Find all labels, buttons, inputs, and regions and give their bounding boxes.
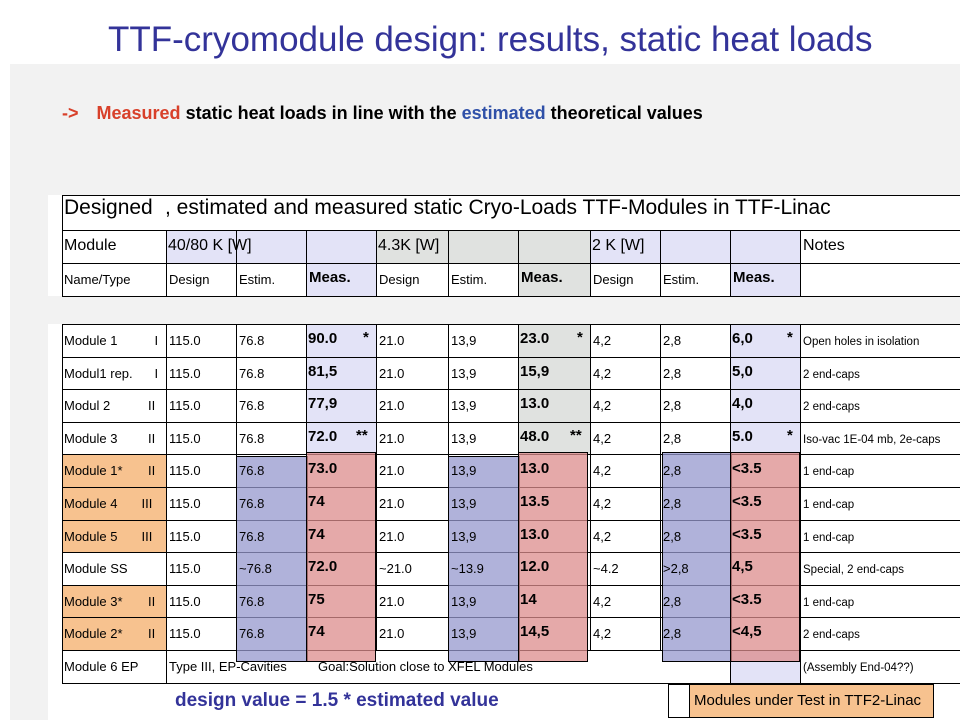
col-design-6: Design <box>593 272 634 287</box>
cell-estim-2k: 2,8 <box>663 496 682 511</box>
cell-design-2k: 4,2 <box>593 626 612 642</box>
cell-estim-40k: ~76.8 <box>239 561 272 577</box>
grid-line <box>236 357 237 390</box>
cell-design-4k: 21.0 <box>379 528 405 544</box>
grid-line <box>518 422 519 455</box>
cell-estim-40k: 76.8 <box>239 463 265 479</box>
grid-line <box>730 389 731 422</box>
grid-line <box>62 357 960 358</box>
grid-line <box>660 585 661 618</box>
grid-line <box>376 487 377 520</box>
cell-meas-2k: <3.5 <box>732 525 762 543</box>
cell-estim-2k: >2,8 <box>663 561 689 577</box>
cell-meas-40k: 81,5 <box>308 362 338 380</box>
heat-load-table <box>48 148 960 720</box>
cell-meas-2k: 6,0 <box>732 330 753 347</box>
row-module-name: Module 3* <box>64 593 123 609</box>
col-group-4-3k: 4.3K [W] <box>378 237 440 254</box>
cell-design-4k: 21.0 <box>379 333 405 348</box>
page-title: TTF-cryomodule design: results, static heat loads <box>108 20 873 59</box>
row-6-type-text: Type III, EP-Cavities <box>169 659 287 674</box>
cell-estim-4k: 13,9 <box>451 398 477 414</box>
cell-design-40k: 115.0 <box>169 333 201 348</box>
cell-estim-4k: 13,9 <box>451 463 477 479</box>
grid-line <box>800 324 801 357</box>
grid-line <box>448 324 449 357</box>
cell-design-2k: 4,2 <box>593 398 612 414</box>
cell-meas-4k: 48.0 <box>520 427 550 445</box>
grid-line <box>518 389 519 422</box>
cell-meas-4k: 14 <box>520 590 537 608</box>
cell-meas-2k: <4,5 <box>732 623 762 641</box>
grid-line <box>306 389 307 422</box>
subtitle <box>62 103 703 124</box>
row-module-name: Module 5 <box>64 528 118 544</box>
cell-meas-40k: 75 <box>308 590 325 608</box>
row-module-6-ep: Module 6 EP <box>64 659 139 674</box>
grid-line <box>660 422 661 455</box>
cell-meas-2k: 4,5 <box>732 558 753 576</box>
grid-line <box>660 617 661 650</box>
grid-line <box>800 487 801 520</box>
cell-meas-2k: <3.5 <box>732 460 762 478</box>
cell-design-40k: 115.0 <box>169 365 201 381</box>
grid-line <box>166 357 167 390</box>
col-meas-2: Meas. <box>309 269 351 286</box>
cell-design-40k: 115.0 <box>169 561 201 577</box>
row-module-type: III <box>141 496 153 511</box>
cell-estim-2k: 2,8 <box>663 593 682 609</box>
grid-line <box>590 389 591 422</box>
cell-meas-2k: 5.0 <box>732 427 753 445</box>
grid-line <box>448 389 449 422</box>
grid-line <box>166 552 167 585</box>
cell-meas-4k: 12.0 <box>520 558 550 576</box>
cell-design-4k: 21.0 <box>379 626 405 642</box>
cell-estim-40k: 76.8 <box>239 528 265 544</box>
cell-notes: Open holes in isolation <box>803 336 920 348</box>
grid-line <box>800 617 801 650</box>
cell-estim-2k: 2,8 <box>663 398 682 414</box>
row-module-name: Module 3 <box>64 430 118 446</box>
cell-design-2k: 4,2 <box>593 593 612 609</box>
grid-line <box>166 389 167 422</box>
grid-line <box>376 324 377 357</box>
cell-design-4k: 21.0 <box>379 430 405 446</box>
grid-line <box>800 422 801 455</box>
cell-design-4k: 21.0 <box>379 365 405 381</box>
cell-design-40k: 115.0 <box>169 626 201 642</box>
grid-line <box>730 357 731 390</box>
cell-estim-40k: 76.8 <box>239 398 265 414</box>
grid-line <box>518 230 519 296</box>
grid-line <box>62 389 960 390</box>
grid-line <box>590 487 591 520</box>
col-group-40-80k: 40/80 K [W] <box>168 237 252 254</box>
cell-design-40k: 115.0 <box>169 430 201 446</box>
grid-line <box>800 585 801 618</box>
grid-line <box>660 520 661 553</box>
cell-estim-2k: 2,8 <box>663 463 682 479</box>
grid-line <box>800 230 801 296</box>
cell-notes: 2 end-caps <box>803 401 860 414</box>
cell-notes: 1 end-cap <box>803 596 855 609</box>
cell-design-40k: 115.0 <box>169 463 201 479</box>
cell-estim-4k: 13,9 <box>451 430 477 446</box>
cell-estim-40k: 76.8 <box>239 333 265 348</box>
grid-line <box>306 324 307 357</box>
grid-line <box>660 389 661 422</box>
grid-line <box>730 422 731 455</box>
grid-line <box>730 324 731 357</box>
cell-design-4k: 21.0 <box>379 398 405 414</box>
cell-estim-2k: 2,8 <box>663 333 682 348</box>
grid-line <box>376 357 377 390</box>
cell-fill <box>48 296 960 324</box>
cell-meas-40k: 77,9 <box>308 395 338 413</box>
grid-line <box>448 422 449 455</box>
subtitle-measured: Measured <box>96 103 181 123</box>
row-module-name: Module 2* <box>64 626 123 642</box>
grid-line <box>800 552 801 585</box>
grid-line <box>800 650 801 683</box>
grid-line <box>166 422 167 455</box>
col-meas-5: Meas. <box>521 269 563 286</box>
grid-line <box>590 230 591 296</box>
cell-notes: 2 end-caps <box>803 368 860 381</box>
cell-design-40k: 115.0 <box>169 528 201 544</box>
grid-line <box>590 617 591 650</box>
grid-line <box>62 195 63 296</box>
row-module-name: Modul1 rep. <box>64 365 133 381</box>
cell-design-4k: 21.0 <box>379 593 405 609</box>
cell-estim-4k: 13,9 <box>451 333 477 348</box>
grid-line <box>166 650 167 683</box>
cell-notes: 1 end-cap <box>803 499 855 511</box>
cell-estim-2k: 2,8 <box>663 626 682 642</box>
cell-estim-40k: 76.8 <box>239 496 265 511</box>
grid-line <box>800 357 801 390</box>
grid-line <box>448 230 449 296</box>
grid-line <box>306 357 307 390</box>
cell-meas-40k-star: * <box>363 329 369 346</box>
cell-design-4k: 21.0 <box>379 463 405 479</box>
cell-design-4k: ~21.0 <box>379 561 412 577</box>
grid-line <box>62 296 960 297</box>
grid-line <box>800 389 801 422</box>
row-module-name: Module 4 <box>64 496 118 511</box>
cell-estim-4k: 13,9 <box>451 496 477 511</box>
subtitle-end: theoretical values <box>545 103 703 123</box>
cell-meas-4k: 13.0 <box>520 525 550 543</box>
cell-design-2k: 4,2 <box>593 496 612 511</box>
row-module-name: Module 1* <box>64 463 123 479</box>
row-module-name: Modul 2 <box>64 398 111 414</box>
cell-estim-4k: 13,9 <box>451 593 477 609</box>
cell-meas-4k-star: * <box>577 329 583 346</box>
grid-line <box>376 230 377 296</box>
col-estim-4: Estim. <box>451 272 488 287</box>
design-value-note: design value = 1.5 * estimated value <box>163 684 661 718</box>
cell-meas-4k: 23.0 <box>520 330 550 347</box>
grid-line <box>590 422 591 455</box>
row-6-note: (Assembly End-04??) <box>803 662 914 674</box>
cell-estim-40k: 76.8 <box>239 365 265 381</box>
modules-under-test-text: Modules under Test in TTF2-Linac <box>694 692 922 709</box>
grid-line <box>62 263 960 264</box>
grid-line <box>376 422 377 455</box>
modules-under-test-label <box>668 684 934 718</box>
grid-line <box>166 487 167 520</box>
cell-notes: 1 end-cap <box>803 466 855 479</box>
cell-meas-2k-star: * <box>787 426 793 444</box>
grid-line <box>660 552 661 585</box>
row-module-name: Module SS <box>64 561 128 577</box>
grid-line <box>376 585 377 618</box>
cell-meas-40k-star: ** <box>356 426 368 444</box>
cell-design-2k: ~4.2 <box>593 561 619 577</box>
table-heading-rest: , estimated and measured static Cryo-Loads TTF-Modules in TTF-Linac <box>165 196 831 219</box>
cell-meas-2k: <3.5 <box>732 493 762 510</box>
col-estim-7: Estim. <box>663 272 700 287</box>
grid-line <box>376 617 377 650</box>
grid-line <box>236 422 237 455</box>
table-heading-designed: Designed <box>64 196 153 219</box>
grid-line <box>166 454 167 487</box>
row-module-type: II <box>148 463 156 479</box>
grid-line <box>800 520 801 553</box>
cell-meas-40k: 72.0 <box>308 427 338 445</box>
grid-line <box>166 520 167 553</box>
cell-meas-4k: 13.0 <box>520 395 550 413</box>
grid-line <box>166 230 167 296</box>
col-group-2k: 2 K [W] <box>592 237 645 254</box>
grid-line <box>660 357 661 390</box>
cell-fill <box>48 148 960 195</box>
row-module-type: II <box>148 398 156 414</box>
cell-design-2k: 4,2 <box>593 463 612 479</box>
cell-meas-4k: 14,5 <box>520 623 550 641</box>
col-estim-1: Estim. <box>239 272 276 287</box>
row-module-type: II <box>148 626 156 642</box>
col-group-notes: Notes <box>803 237 845 254</box>
grid-line <box>730 230 731 296</box>
cell-design-4k: 21.0 <box>379 496 405 511</box>
grid-line <box>590 454 591 487</box>
grid-line <box>376 552 377 585</box>
cell-notes: 2 end-caps <box>803 629 860 642</box>
grid-line <box>590 520 591 553</box>
grid-line <box>236 389 237 422</box>
grid-line <box>166 585 167 618</box>
grid-line <box>660 454 661 487</box>
cell-meas-40k: 74 <box>308 525 325 543</box>
row-module-type: III <box>141 528 153 544</box>
cell-design-40k: 115.0 <box>169 398 201 414</box>
cell-design-40k: 115.0 <box>169 496 201 511</box>
cell-design-2k: 4,2 <box>593 333 612 348</box>
cell-meas-40k: 90.0 <box>308 330 338 347</box>
grid-line <box>376 454 377 487</box>
cell-meas-2k: <3.5 <box>732 590 762 608</box>
grid-line <box>518 357 519 390</box>
grid-line <box>376 520 377 553</box>
grid-line <box>660 230 661 296</box>
grid-line <box>62 230 960 231</box>
subtitle-mid: static heat loads in line with the <box>180 103 462 123</box>
cell-estim-4k: 13,9 <box>451 626 477 642</box>
grid-line <box>660 324 661 357</box>
cell-meas-4k: 13.5 <box>520 493 550 510</box>
cell-design-2k: 4,2 <box>593 365 612 381</box>
grid-line <box>306 422 307 455</box>
row-module-type: I <box>154 333 159 348</box>
cell-meas-2k-star: * <box>787 329 793 346</box>
cell-estim-4k: ~13.9 <box>451 561 484 577</box>
cell-meas-2k: 5,0 <box>732 362 753 380</box>
grid-line <box>518 324 519 357</box>
cell-design-2k: 4,2 <box>593 430 612 446</box>
cell-estim-4k: 13,9 <box>451 528 477 544</box>
row-module-type: II <box>148 430 156 446</box>
cell-meas-40k: 73.0 <box>308 460 338 478</box>
grid-line <box>236 324 237 357</box>
grid-line <box>590 357 591 390</box>
cell-design-2k: 4,2 <box>593 528 612 544</box>
cell-meas-40k: 74 <box>308 493 325 510</box>
grid-line <box>166 617 167 650</box>
cell-estim-2k: 2,8 <box>663 528 682 544</box>
grid-line <box>590 552 591 585</box>
legend-white-swatch <box>669 685 690 717</box>
cell-design-40k: 115.0 <box>169 593 201 609</box>
row-module-type: II <box>148 593 156 609</box>
subtitle-estimated: estimated <box>461 103 546 123</box>
col-group-module: Module <box>64 237 117 254</box>
col-design-3: Design <box>379 272 420 287</box>
grid-line <box>376 389 377 422</box>
grid-line <box>166 324 167 357</box>
col-name-type: Name/Type <box>64 272 131 287</box>
grid-line <box>448 357 449 390</box>
row-module-name: Module 1 <box>64 333 118 348</box>
cell-meas-4k: 15,9 <box>520 362 550 380</box>
cell-estim-2k: 2,8 <box>663 365 682 381</box>
grid-line <box>62 324 960 325</box>
grid-line <box>62 324 63 683</box>
cell-notes: Special, 2 end-caps <box>803 564 905 577</box>
col-design-0: Design <box>169 272 210 287</box>
cell-meas-40k: 74 <box>308 623 325 641</box>
cell-notes: Iso-vac 1E-04 mb, 2e-caps <box>803 433 941 446</box>
row-6-goal-text: Goal:Solution close to XFEL Modules <box>318 659 533 674</box>
grid-line <box>800 454 801 487</box>
cell-estim-2k: 2,8 <box>663 430 682 446</box>
cell-estim-40k: 76.8 <box>239 430 265 446</box>
arrow-text: -> <box>62 103 79 123</box>
cell-estim-40k: 76.8 <box>239 626 265 642</box>
grid-line <box>306 230 307 296</box>
cell-meas-4k: 13.0 <box>520 460 550 478</box>
grid-line <box>62 422 960 423</box>
cell-estim-40k: 76.8 <box>239 593 265 609</box>
cell-meas-2k: 4,0 <box>732 395 753 413</box>
row-module-type: I <box>154 365 159 381</box>
cell-estim-4k: 13,9 <box>451 365 477 381</box>
grid-line <box>590 585 591 618</box>
cell-meas-4k-star: ** <box>570 426 582 444</box>
grid-line <box>660 487 661 520</box>
cell-meas-40k: 72.0 <box>308 558 338 576</box>
col-meas-8: Meas. <box>733 269 775 286</box>
grid-line <box>590 324 591 357</box>
cell-notes: 1 end-cap <box>803 531 855 544</box>
